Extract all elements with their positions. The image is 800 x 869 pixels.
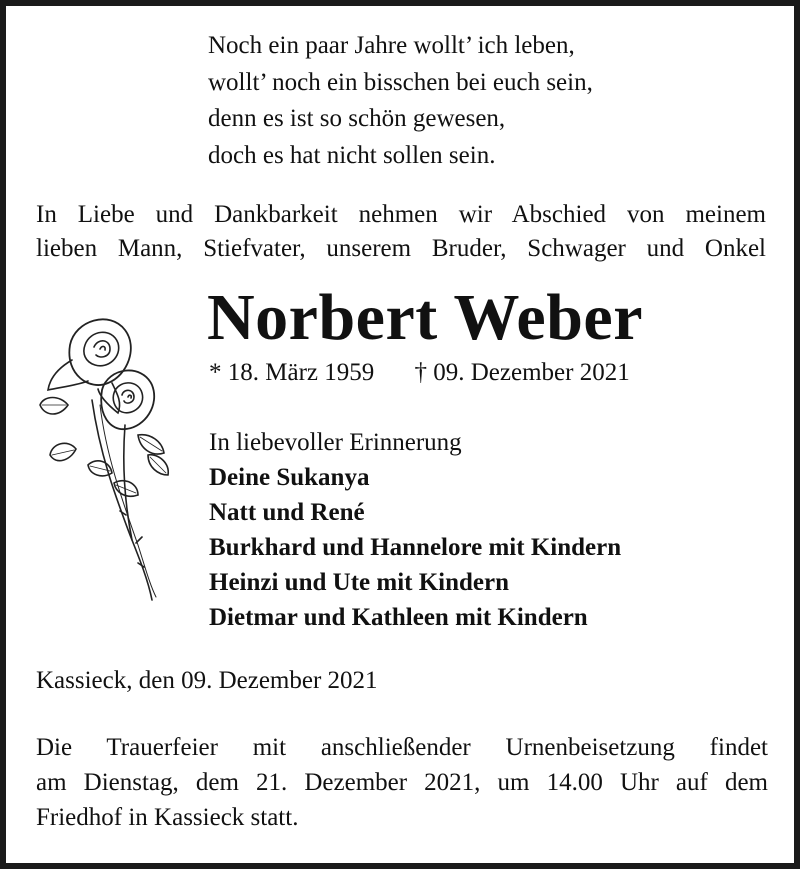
poem [208, 28, 593, 174]
service-line: Friedhof in Kassieck statt. [36, 804, 299, 831]
funeral-service-info [36, 730, 768, 835]
deceased-name: Norbert Weber [207, 281, 643, 354]
intro-text [36, 198, 766, 266]
family-member: Dietmar und Kathleen mit Kindern [209, 604, 588, 631]
family-block [209, 425, 621, 635]
service-line: am Dienstag, dem 21. Dezember 2021, um 14.00 Uhr auf dem [36, 769, 768, 796]
poem-line: doch es hat nicht sollen sein. [208, 141, 496, 169]
poem-line: wollt’ noch ein bisschen bei euch sein, [208, 68, 593, 96]
family-member: Heinzi und Ute mit Kindern [209, 569, 510, 596]
rose-icon [30, 305, 175, 610]
death-date: † 09. Dezember 2021 [414, 359, 630, 386]
poem-line: denn es ist so schön gewesen, [208, 105, 506, 132]
family-member: Deine Sukanya [209, 464, 370, 491]
family-member: Natt und René [209, 499, 365, 526]
place-date: Kassieck, den 09. Dezember 2021 [36, 667, 378, 694]
birth-date: * 18. März 1959 [209, 359, 375, 386]
intro-line: In Liebe und Dankbarkeit nehmen wir Abschied von meinem [36, 201, 766, 228]
life-dates [209, 356, 630, 390]
service-line: Die Trauerfeier mit anschließender Urnenbeisetzung findet [36, 734, 768, 761]
family-member: Burkhard und Hannelore mit Kindern [209, 534, 622, 561]
poem-line: Noch ein paar Jahre wollt’ ich leben, [208, 32, 575, 59]
intro-line: lieben Mann, Stiefvater, unserem Bruder, Schwager und Onkel [36, 235, 766, 262]
memory-line: In liebevoller Erinnerung [209, 429, 462, 456]
